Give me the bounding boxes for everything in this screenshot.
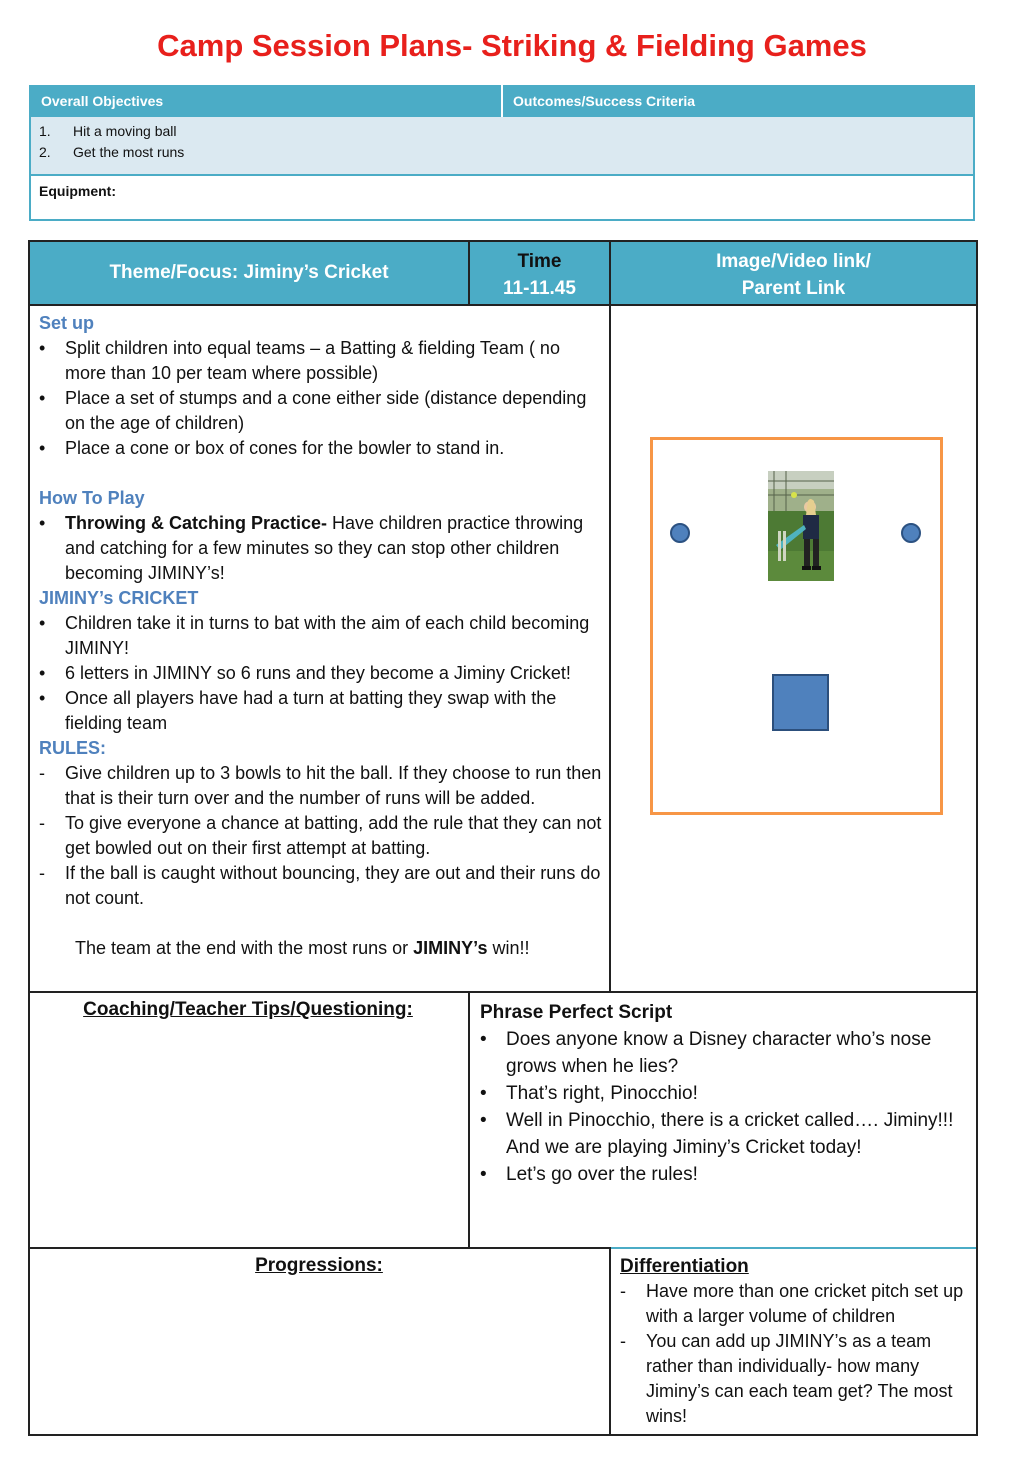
equipment-label: Equipment: [39, 183, 116, 199]
image-link-line1: Image/Video link/ [716, 251, 871, 272]
list-item: • Well in Pinocchio, there is a cricket called…. Jiminy!!! And we are playing Jiminy’s Cricket today! [480, 1110, 954, 1158]
setup-bullet: Split children into equal teams – a Batting & fielding Team ( no more than 10 per team where possible) [65, 338, 560, 383]
activity-description [39, 311, 605, 961]
rules-heading: RULES: [39, 738, 106, 758]
script-line: Does anyone know a Disney character who’s nose grows when he lies? [506, 1029, 932, 1077]
list-item: - Have more than one cricket pitch set up with a larger volume of children [620, 1281, 964, 1326]
list-item: - You can add up JIMINY’s as a team rather than individually- how many Jiminy’s can each team get? The most wins! [620, 1331, 953, 1426]
list-item: - If the ball is caught without bouncing, they are out and their runs do not count. [39, 863, 601, 908]
divider [31, 174, 973, 176]
practice-title: Throwing & Catching Practice- [65, 513, 328, 533]
closing-bold: JIMINY’s [413, 938, 488, 958]
list-item: • Once all players have had a turn at batting they swap with the fielding team [39, 688, 557, 733]
page-title: Camp Session Plans- Striking & Fielding Games [157, 28, 867, 63]
list-item: • Children take it in turns to bat with the aim of each child becoming JIMINY! [39, 613, 590, 658]
objective-text: Hit a moving ball [73, 123, 177, 139]
differentiation-heading: Differentiation [620, 1256, 749, 1277]
list-item: • Place a set of stumps and a cone either side (distance depending on the age of children) [39, 388, 587, 433]
list-item: • That’s right, Pinocchio! [480, 1083, 698, 1104]
script-heading: Phrase Perfect Script [480, 1002, 673, 1023]
how-to-play-heading: How To Play [39, 488, 145, 508]
differentiation-item: Have more than one cricket pitch set up with a larger volume of children [646, 1281, 964, 1326]
progressions-heading-text: Progressions: [255, 1255, 383, 1276]
coaching-heading [30, 999, 466, 1021]
theme-header: Theme/Focus: Jiminy’s Cricket [29, 241, 469, 305]
script-line: That’s right, Pinocchio! [506, 1083, 698, 1104]
objective-number: 2. [39, 144, 51, 160]
objective-text: Get the most runs [73, 144, 185, 160]
child-batting-image [768, 471, 834, 581]
rule-item: If the ball is caught without bouncing, they are out and their runs do not count. [65, 863, 601, 908]
jiminy-heading: JIMINY’s CRICKET [39, 588, 199, 608]
objectives-list [31, 117, 973, 174]
time-label: Time [517, 251, 562, 272]
grid-line [610, 1247, 978, 1249]
grid-line [609, 1247, 611, 1436]
image-link-line2: Parent Link [741, 278, 846, 299]
objective-item [39, 123, 439, 143]
list-item: • Does anyone know a Disney character who’s nose grows when he lies? [480, 1029, 932, 1077]
script-line: Well in Pinocchio, there is a cricket called…. Jiminy!!! And we are playing Jiminy’s Cricket today! [506, 1110, 954, 1158]
grid-line [609, 240, 611, 992]
setup-bullet: Place a set of stumps and a cone either side (distance depending on the age of children) [65, 388, 587, 433]
list-item: • Place a cone or box of cones for the bowler to stand in. [39, 438, 505, 458]
rule-item: Give children up to 3 bowls to hit the ball. If they choose to run then that is their turn over and the number of runs will be added. [65, 763, 602, 808]
grid-line [468, 991, 470, 1249]
grid-line [28, 1247, 610, 1249]
progressions-heading [30, 1255, 608, 1277]
script-line: Let’s go over the rules! [506, 1164, 698, 1185]
left-cone-marker [670, 523, 690, 543]
coaching-heading-text: Coaching/Teacher Tips/Questioning: [83, 999, 413, 1020]
grid-line [28, 1434, 978, 1436]
list-item: • Let’s go over the rules! [480, 1164, 698, 1185]
outcomes-header: Outcomes/Success Criteria [503, 85, 973, 117]
time-value: 11-11.45 [503, 278, 576, 299]
phrase-script [480, 999, 970, 1188]
time-header [469, 241, 610, 305]
practice-text: Have children practice throwing and catching for a few minutes so they can stop other children becoming JIMINY’s! [65, 513, 584, 583]
objective-number: 1. [39, 123, 51, 139]
jiminy-bullet: Children take it in turns to bat with the aim of each child becoming JIMINY! [65, 613, 590, 658]
closing-end: win!! [487, 938, 530, 958]
grid-line [28, 240, 978, 242]
image-link-header [610, 241, 977, 305]
rule-item: To give everyone a chance at batting, add the rule that they can not get bowled out on their first attempt at batting. [65, 813, 602, 858]
setup-bullet: Place a cone or box of cones for the bowler to stand in. [65, 438, 505, 458]
list-item: • Split children into equal teams – a Batting & fielding Team ( no more than 10 per team where possible) [39, 338, 560, 383]
right-cone-marker [901, 523, 921, 543]
jiminy-bullet: 6 letters in JIMINY so 6 runs and they become a Jiminy Cricket! [65, 663, 571, 683]
grid-line [468, 240, 470, 306]
setup-heading: Set up [39, 313, 95, 333]
differentiation [620, 1255, 972, 1429]
grid-line [28, 991, 978, 993]
list-item: • Throwing & Catching Practice- Have children practice throwing and catching for a few minutes so they can stop other children becoming JIMINY’s! [39, 513, 584, 583]
jiminy-bullet: Once all players have had a turn at batting they swap with the fielding team [65, 688, 557, 733]
list-item: - To give everyone a chance at batting, add the rule that they can not get bowled out on their first attempt at batting. [39, 813, 602, 858]
grid-line [28, 304, 978, 306]
differentiation-item: You can add up JIMINY’s as a team rather than individually- how many Jiminy’s can each team get? The most wins! [646, 1331, 953, 1426]
list-item: - Give children up to 3 bowls to hit the ball. If they choose to run then that is their turn over and the number of runs will be added. [39, 763, 602, 808]
list-item: • 6 letters in JIMINY so 6 runs and they become a Jiminy Cricket! [39, 663, 571, 683]
grid-line [976, 240, 978, 1436]
closing-text: The team at the end with the most runs or [75, 938, 414, 958]
batter-photo [768, 471, 834, 581]
bowler-area-marker [772, 674, 829, 731]
objective-item [39, 144, 439, 164]
overall-objectives-header: Overall Objectives [31, 85, 501, 117]
closing-line [39, 936, 605, 961]
